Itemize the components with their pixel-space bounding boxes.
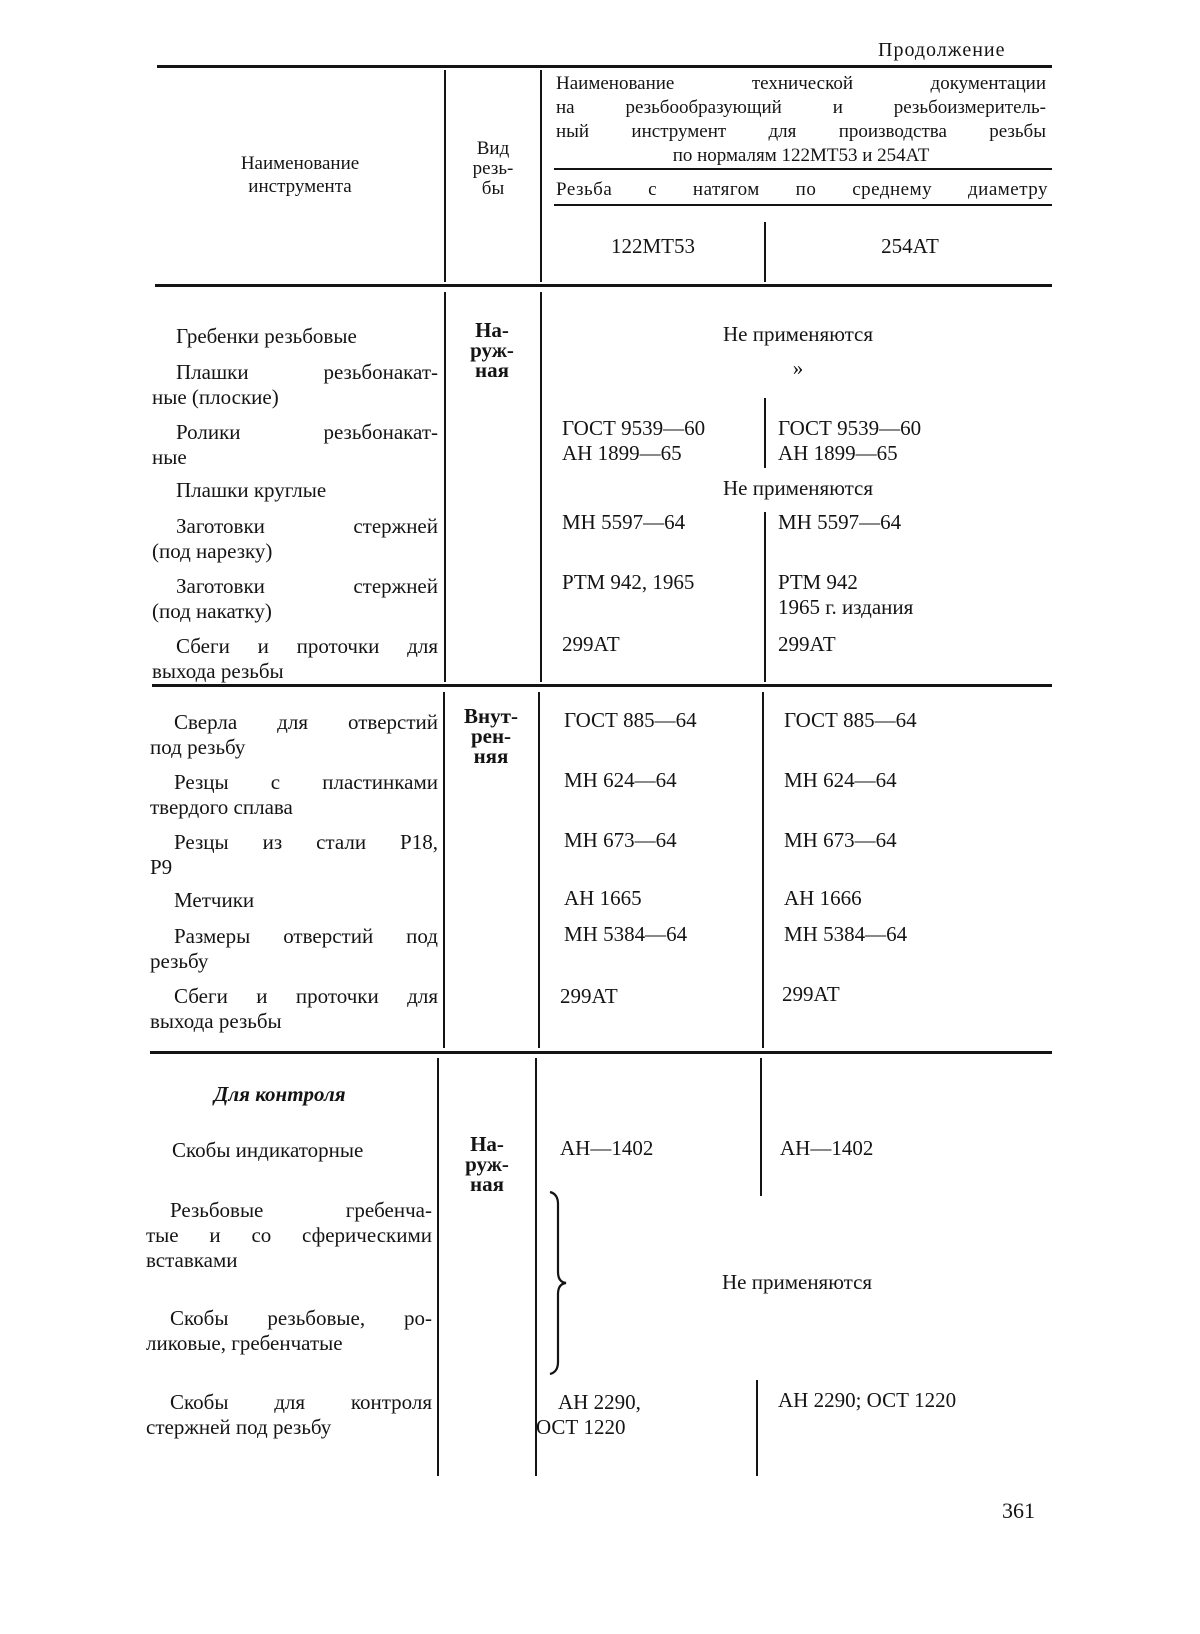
s1-row2-value: » xyxy=(792,356,804,380)
header-instrument-name: Наименование инструмента xyxy=(240,153,360,197)
s3-row1-value-b: АН—1402 xyxy=(780,1136,874,1160)
s3-row3-name: Скобы резьбовые, ро- ликовые, гребенчатые xyxy=(146,1306,432,1355)
s1-row5-value-a: МН 5597—64 xyxy=(562,510,686,534)
s3-row1-value-a: АН—1402 xyxy=(560,1136,654,1160)
s2-row3-value-a: МН 673—64 xyxy=(564,828,677,852)
s1-row1-value: Не применяются xyxy=(722,322,874,346)
s2-thread-type: Внут- рен- няя xyxy=(464,704,518,768)
s1-vline-1 xyxy=(444,292,446,682)
header-thread-type: Вид резь- бы xyxy=(472,138,514,199)
s1-row4-value: Не применяются xyxy=(722,476,874,500)
s2-row2-name: Резцы с пластинками твердого сплава xyxy=(150,770,438,819)
header-std-254at: 254АТ xyxy=(881,234,939,258)
s3-not-applied: Не применяются xyxy=(722,1270,873,1294)
s1-row5-value-b: МН 5597—64 xyxy=(778,510,902,534)
header-vline-2 xyxy=(540,70,542,282)
section-rule-1 xyxy=(152,684,1052,687)
header-vline-3 xyxy=(764,222,766,282)
s2-row4-value-a: АН 1665 xyxy=(564,886,642,910)
s1-row1-name: Гребенки резьбовые xyxy=(176,324,357,348)
s1-thread-type: На- руж- ная xyxy=(470,318,514,382)
header-interference-fit: Резьба с натягом по среднему диаметру xyxy=(556,179,1048,200)
s1-row3-name: Ролики резьбонакат- ные xyxy=(152,420,438,469)
s2-row3-value-b: МН 673—64 xyxy=(784,828,897,852)
s3-vline-1 xyxy=(437,1058,439,1476)
s2-row5-value-a: МН 5384—64 xyxy=(564,922,688,946)
s1-row2-name: Плашки резьбонакат- ные (плоские) xyxy=(152,360,438,409)
s3-row4-name: Скобы для контроля стержней под резьбу xyxy=(146,1390,432,1439)
s2-vline-1 xyxy=(443,692,445,1048)
s2-row5-value-b: МН 5384—64 xyxy=(784,922,908,946)
s1-row3-value-b: ГОСТ 9539—60 АН 1899—65 xyxy=(778,416,922,465)
s1-row6-name: Заготовки стержней (под накатку) xyxy=(152,574,438,623)
header-sub-rule-2 xyxy=(554,204,1052,206)
page-number: 361 xyxy=(1002,1498,1035,1523)
s2-row1-value-a: ГОСТ 885—64 xyxy=(564,708,697,732)
group-brace xyxy=(546,1190,568,1376)
s1-vline-2 xyxy=(540,292,542,682)
s1-vline-4 xyxy=(764,512,766,682)
s1-vline-3 xyxy=(764,398,766,468)
s2-vline-2 xyxy=(538,692,540,1048)
s1-row3-value-a: ГОСТ 9539—60 АН 1899—65 xyxy=(562,416,706,465)
s2-row6-value-b: 299АТ xyxy=(782,982,840,1006)
s2-row6-value-a: 299АТ xyxy=(560,984,618,1008)
s2-row2-value-a: МН 624—64 xyxy=(564,768,677,792)
s1-row7-value-b: 299АТ xyxy=(778,632,836,656)
s1-row6-value-b: РТМ 942 1965 г. издания xyxy=(778,570,914,619)
header-std-122mt53: 122МТ53 xyxy=(611,234,695,258)
s3-vline-3 xyxy=(760,1058,762,1196)
s3-vline-4 xyxy=(756,1380,758,1476)
s2-row4-name: Метчики xyxy=(174,888,255,912)
s1-row7-name: Сбеги и проточки для выхода резьбы xyxy=(152,634,438,683)
header-bottom-rule xyxy=(155,284,1052,287)
section-rule-2 xyxy=(150,1051,1052,1054)
s2-row3-name: Резцы из стали Р18, Р9 xyxy=(150,830,438,879)
running-head: Продолжение xyxy=(878,39,1006,61)
s1-row5-name: Заготовки стержней (под нарезку) xyxy=(152,514,438,563)
s2-vline-3 xyxy=(762,692,764,1048)
s2-row1-name: Сверла для отверстий под резьбу xyxy=(150,710,438,759)
s3-subheading: Для контроля xyxy=(214,1082,346,1106)
header-doc-title: Наименование технической документации на резьбообразующий и резьбоизмеритель- ный инструмент для производства резьбы по нормалям 122МТ53 и 254АТ xyxy=(556,73,1046,166)
s3-thread-type: На- руж- ная xyxy=(465,1132,509,1196)
s3-row4-value-a: АН 2290, ОСТ 1220 xyxy=(536,1390,641,1439)
header-sub-rule xyxy=(554,168,1052,170)
s2-row1-value-b: ГОСТ 885—64 xyxy=(784,708,917,732)
header-vline-1 xyxy=(444,70,446,282)
s2-row5-name: Размеры отверстий под резьбу xyxy=(150,924,438,973)
s1-row6-value-a: РТМ 942, 1965 xyxy=(562,570,695,594)
table-top-rule xyxy=(157,65,1052,68)
s3-row4-value-b: АН 2290; ОСТ 1220 xyxy=(778,1388,957,1412)
s3-row1-name: Скобы индикаторные xyxy=(172,1138,364,1162)
s3-row2-name: Резьбовые гребенча- тые и со сферическими вставками xyxy=(146,1198,432,1272)
s2-row6-name: Сбеги и проточки для выхода резьбы xyxy=(150,984,438,1033)
s2-row2-value-b: МН 624—64 xyxy=(784,768,897,792)
s1-row7-value-a: 299АТ xyxy=(562,632,620,656)
s2-row4-value-b: АН 1666 xyxy=(784,886,862,910)
s1-row4-name: Плашки круглые xyxy=(176,478,327,502)
